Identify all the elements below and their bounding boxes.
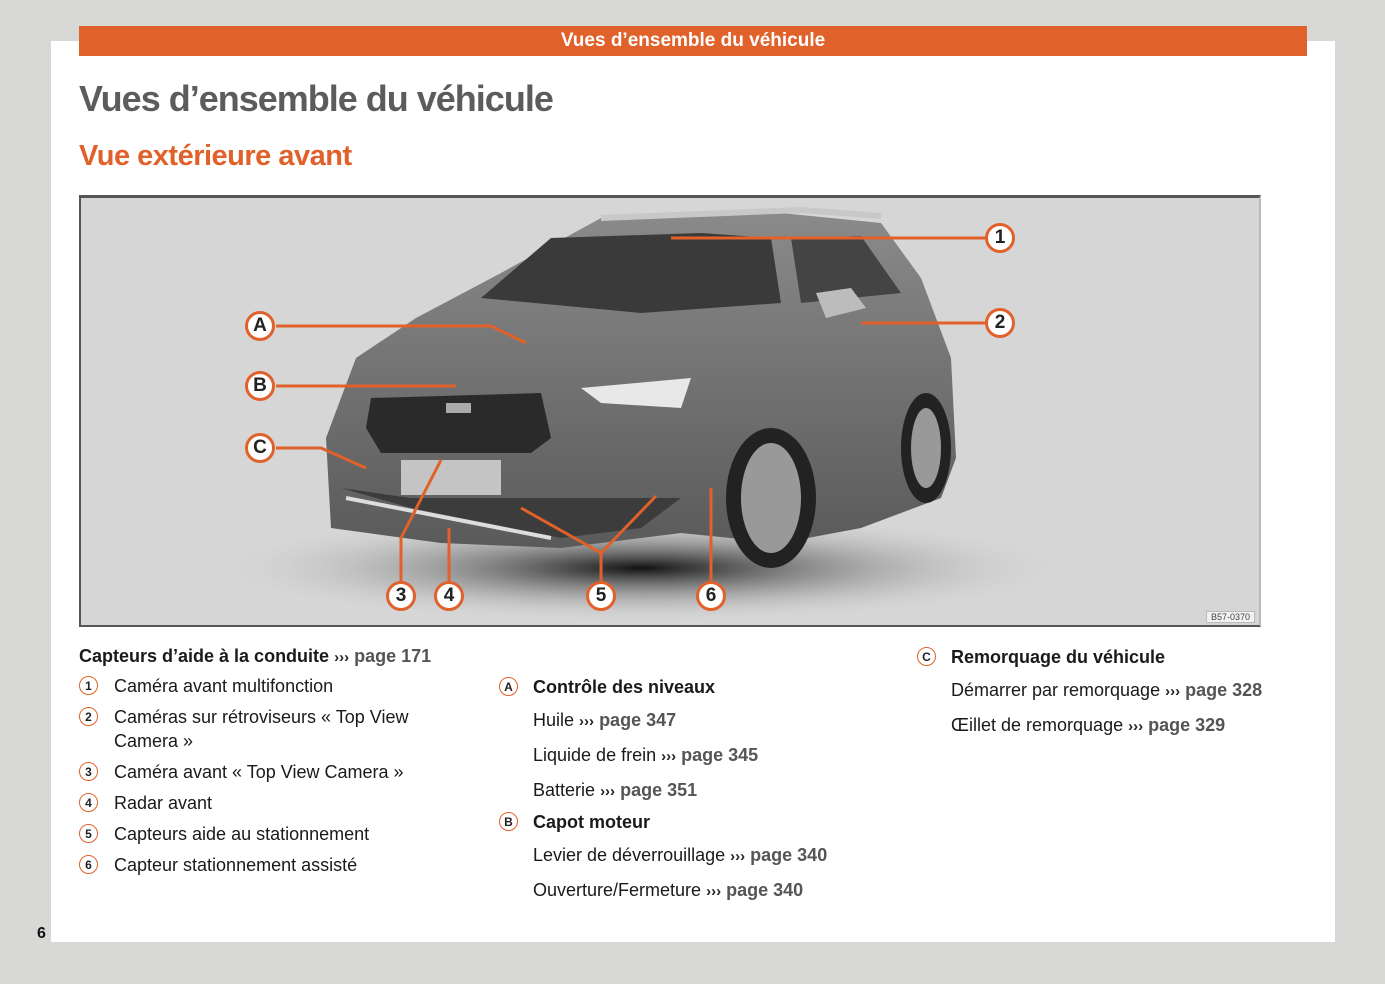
chevron-icon: ›››: [706, 883, 722, 900]
number-badge-icon: 2: [79, 707, 98, 726]
group-title: Contrôle des niveaux: [533, 677, 716, 697]
page-link[interactable]: page 329: [1148, 715, 1226, 735]
chevron-icon: ›››: [579, 713, 595, 730]
column-heading: [79, 646, 459, 667]
section-title: Vue extérieure avant: [79, 140, 352, 172]
car-illustration: [81, 198, 1261, 627]
callout-6: 6: [696, 581, 726, 611]
page-link[interactable]: page 345: [681, 745, 759, 765]
list-item: [79, 791, 459, 815]
reference-line: [499, 878, 879, 904]
callout-a: A: [245, 311, 275, 341]
callout-c: C: [245, 433, 275, 463]
entry-text: Huile: [533, 710, 575, 730]
callout-1: 1: [985, 223, 1015, 253]
item-text: Capteurs aide au stationnement: [114, 824, 370, 844]
list-item: [79, 760, 459, 784]
chevron-icon: ›››: [1165, 683, 1181, 700]
item-text: Capteur stationnement assisté: [114, 855, 358, 875]
item-text: Caméra avant « Top View Camera »: [114, 762, 404, 782]
number-badge-icon: 5: [79, 824, 98, 843]
reference-line: [499, 778, 879, 804]
driver-assist-sensors-column: [79, 646, 459, 877]
callout-5: 5: [586, 581, 616, 611]
vehicle-front-illustration: [79, 195, 1261, 627]
number-badge-icon: 1: [79, 676, 98, 695]
chevron-icon: ›››: [334, 649, 350, 666]
page-link[interactable]: page 351: [620, 780, 698, 800]
letter-badge-icon: B: [499, 812, 518, 831]
page-link[interactable]: page 340: [726, 880, 804, 900]
towing-column: [917, 645, 1317, 739]
levels-hood-column: [499, 675, 879, 904]
letter-badge-icon: C: [917, 647, 936, 666]
figure-code: B57-0370: [1206, 611, 1255, 623]
callout-4: 4: [434, 581, 464, 611]
entry-text: Levier de déverrouillage: [533, 845, 726, 865]
reference-line: [499, 743, 879, 769]
page-link[interactable]: page 171: [354, 646, 432, 666]
page-number: 6: [37, 925, 46, 942]
number-badge-icon: 6: [79, 855, 98, 874]
entry-text: Démarrer par remorquage: [951, 680, 1161, 700]
entry-text: Ouverture/Fermeture: [533, 880, 702, 900]
item-text: Radar avant: [114, 793, 213, 813]
heading-text: Capteurs d’aide à la conduite: [79, 646, 330, 666]
reference-line: [917, 678, 1317, 704]
group-title: Capot moteur: [533, 812, 650, 832]
entry-text: Batterie: [533, 780, 596, 800]
reference-line: [499, 708, 879, 734]
chevron-icon: ›››: [1128, 718, 1144, 735]
number-badge-icon: 3: [79, 762, 98, 781]
group-heading-towing: [917, 645, 1317, 669]
list-item: [79, 853, 459, 877]
number-badge-icon: 4: [79, 793, 98, 812]
entry-text: Œillet de remorquage: [951, 715, 1124, 735]
group-title: Remorquage du véhicule: [951, 647, 1166, 667]
page-title: Vues d’ensemble du véhicule: [79, 78, 553, 119]
list-item: [79, 705, 459, 753]
callout-b: B: [245, 371, 275, 401]
letter-badge-icon: A: [499, 677, 518, 696]
item-text: Caméras sur rétroviseurs « Top View Camera »: [114, 707, 409, 751]
page-link[interactable]: page 340: [750, 845, 828, 865]
page-link[interactable]: page 328: [1185, 680, 1263, 700]
list-item: [79, 674, 459, 698]
group-heading-hood: [499, 810, 879, 834]
chevron-icon: ›››: [730, 848, 746, 865]
list-item: [79, 822, 459, 846]
entry-text: Liquide de frein: [533, 745, 657, 765]
group-heading-levels: [499, 675, 879, 699]
reference-line: [917, 713, 1317, 739]
item-text: Caméra avant multifonction: [114, 676, 334, 696]
chevron-icon: ›››: [661, 748, 677, 765]
callout-3: 3: [386, 581, 416, 611]
callout-2: 2: [985, 308, 1015, 338]
chevron-icon: ›››: [600, 783, 616, 800]
page-link[interactable]: page 347: [599, 710, 677, 730]
chapter-header-band: Vues d’ensemble du véhicule: [79, 26, 1307, 56]
reference-line: [499, 843, 879, 869]
